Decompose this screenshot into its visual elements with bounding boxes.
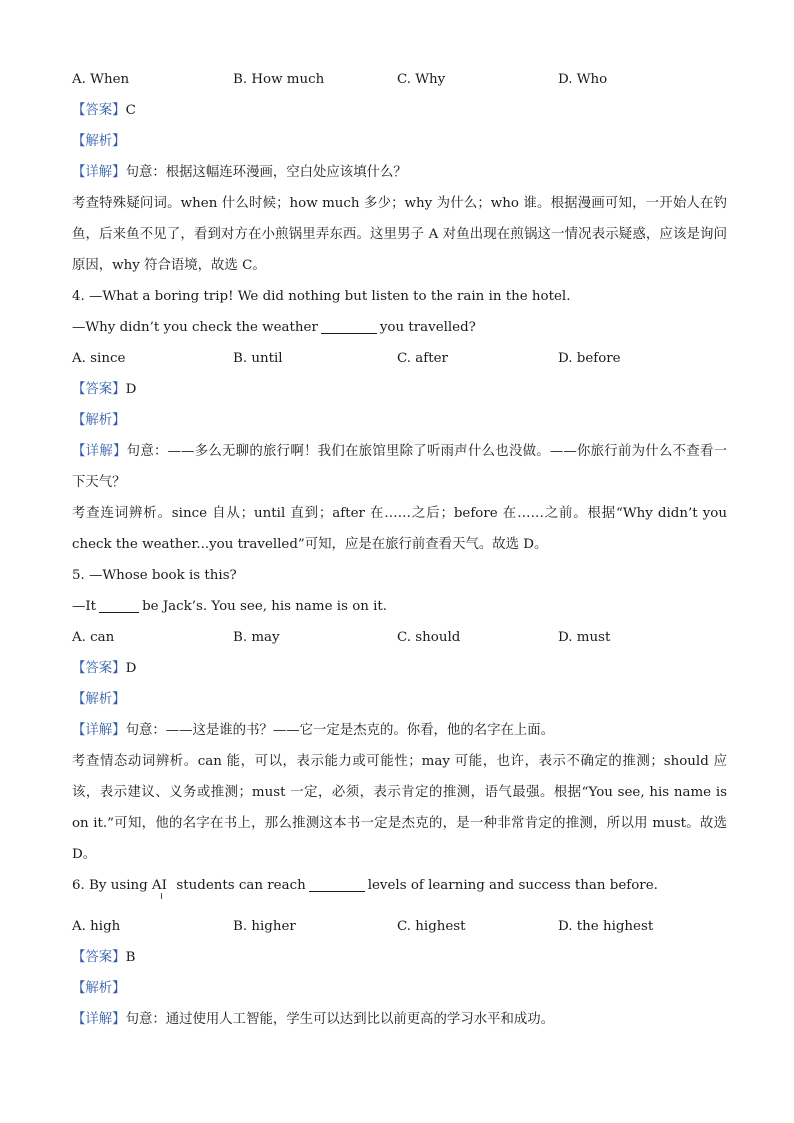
q4-answer: [72, 374, 727, 405]
answer-label: 【答案】: [72, 950, 126, 965]
q6-blank: [309, 877, 365, 892]
q6-options: [72, 911, 727, 942]
q6-stem-post: levels of learning and success than before.: [367, 878, 658, 893]
q3-option-a: A. When: [72, 72, 130, 87]
q3-detail-1: [72, 157, 727, 188]
analysis-label: 【解析】: [72, 413, 126, 428]
q5-stem-pre: —It: [72, 599, 97, 614]
q4-stem-post: you travelled?: [379, 320, 476, 335]
analysis-label: 【解析】: [72, 692, 126, 707]
worksheet-page: [72, 64, 727, 1035]
q5-option-d: D. must: [558, 630, 611, 645]
q3-option-c: C. Why: [397, 72, 446, 87]
q4-option-d: D. before: [558, 351, 621, 366]
q4-stem-line2: [72, 312, 727, 343]
q3-options: [72, 64, 727, 95]
detail-text: 句意：根据这幅连环漫画，空白处应该填什么？: [125, 165, 407, 180]
q5-stem-line2: [72, 591, 727, 622]
spacer: [72, 901, 727, 911]
q5-blank: [99, 598, 139, 613]
detail-text: 句意：——这是谁的书？——它一定是杰克的。你看，他的名字在上面。: [125, 723, 555, 738]
q3-option-b: B. How much: [233, 72, 325, 87]
analysis-label: 【解析】: [72, 981, 126, 996]
answer-label: 【答案】: [72, 661, 126, 676]
q6-option-c: C. highest: [397, 919, 466, 934]
q5-option-c: C. should: [397, 630, 461, 645]
q4-blank: [321, 319, 377, 334]
answer-value: B: [125, 950, 136, 965]
detail-label: 【详解】: [72, 723, 126, 738]
q3-option-d: D. Who: [558, 72, 608, 87]
detail-label: 【详解】: [72, 444, 127, 459]
q5-stem-post: be Jack’s. You see, his name is on it.: [142, 599, 388, 614]
q6-stem-line1: [72, 870, 727, 901]
detail-text: 句意：通过使用人工智能，学生可以达到比以前更高的学习水平和成功。: [125, 1012, 555, 1027]
q5-analysis: [72, 684, 727, 715]
q5-option-b: B. may: [233, 630, 280, 645]
q4-analysis: [72, 405, 727, 436]
answer-label: 【答案】: [72, 382, 126, 397]
q5-detail-2: 考查情态动词辨析。can 能，可以，表示能力或可能性；may 可能，也许，表示不确定的推测；should 应该，表示建议、义务或推测；must 一定，必须，表示肯定的推测，语气最强。根据“You see, his name is on it.”可知，他的名字在书上，那么推测这本书一定是杰克的，是一种非常肯定的推测，所以用 must。故选 D。: [72, 754, 727, 862]
q5-answer: [72, 653, 727, 684]
q3-answer: [72, 95, 727, 126]
q6-stem-mid: students can reach: [176, 878, 306, 893]
q5-detail-1: [72, 715, 727, 746]
detail-label: 【详解】: [72, 165, 126, 180]
q6-detail-1: [72, 1004, 727, 1035]
q6-option-b: B. higher: [233, 919, 296, 934]
q6-answer: [72, 942, 727, 973]
q3-detail-2: 考查特殊疑问词。when 什么时候；how much 多少；why 为什么；who 谁。根据漫画可知，一开始人在钓鱼，后来鱼不见了，看到对方在小煎锅里弄东西。这里男子 A 对鱼出现在煎锅这一情况表示疑惑，应该是询问原因，why 符合语境，故选 C。: [72, 196, 727, 273]
answer-value: D: [125, 661, 137, 676]
answer-label: 【答案】: [72, 103, 126, 118]
q4-option-b: B. until: [233, 351, 283, 366]
q4-stem-pre: —Why didn’t you check the weather: [72, 320, 318, 335]
q4-stem-line1: 4. —What a boring trip! We did nothing but listen to the rain in the hotel.: [72, 289, 571, 304]
q6-option-d: D. the highest: [558, 919, 654, 934]
answer-value: C: [125, 103, 136, 118]
q5-option-a: A. can: [72, 630, 115, 645]
answer-value: D: [125, 382, 137, 397]
q6-analysis: [72, 973, 727, 1004]
q4-detail-2: 考查连词辨析。since 自从；until 直到；after 在……之后；before 在……之前。根据“Why didn’t you check the weather...you travelled”可知，应是在旅行前查看天气。故选 D。: [72, 506, 727, 552]
q4-option-a: A. since: [72, 351, 126, 366]
detail-text: 句意：——多么无聊的旅行啊！我们在旅馆里除了听雨声什么也没做。——你旅行前为什么不查看一下天气？: [72, 444, 728, 490]
stray-mark: [161, 893, 162, 899]
q4-detail-1: [72, 436, 727, 498]
q4-options: [72, 343, 727, 374]
analysis-label: 【解析】: [72, 134, 126, 149]
detail-label: 【详解】: [72, 1012, 126, 1027]
q5-options: [72, 622, 727, 653]
q4-option-c: C. after: [397, 351, 448, 366]
q3-analysis: [72, 126, 727, 157]
q6-option-a: A. high: [72, 919, 121, 934]
q6-stem-pre: 6. By using AI: [72, 878, 167, 893]
q5-stem-line1: 5. —Whose book is this?: [72, 568, 237, 583]
